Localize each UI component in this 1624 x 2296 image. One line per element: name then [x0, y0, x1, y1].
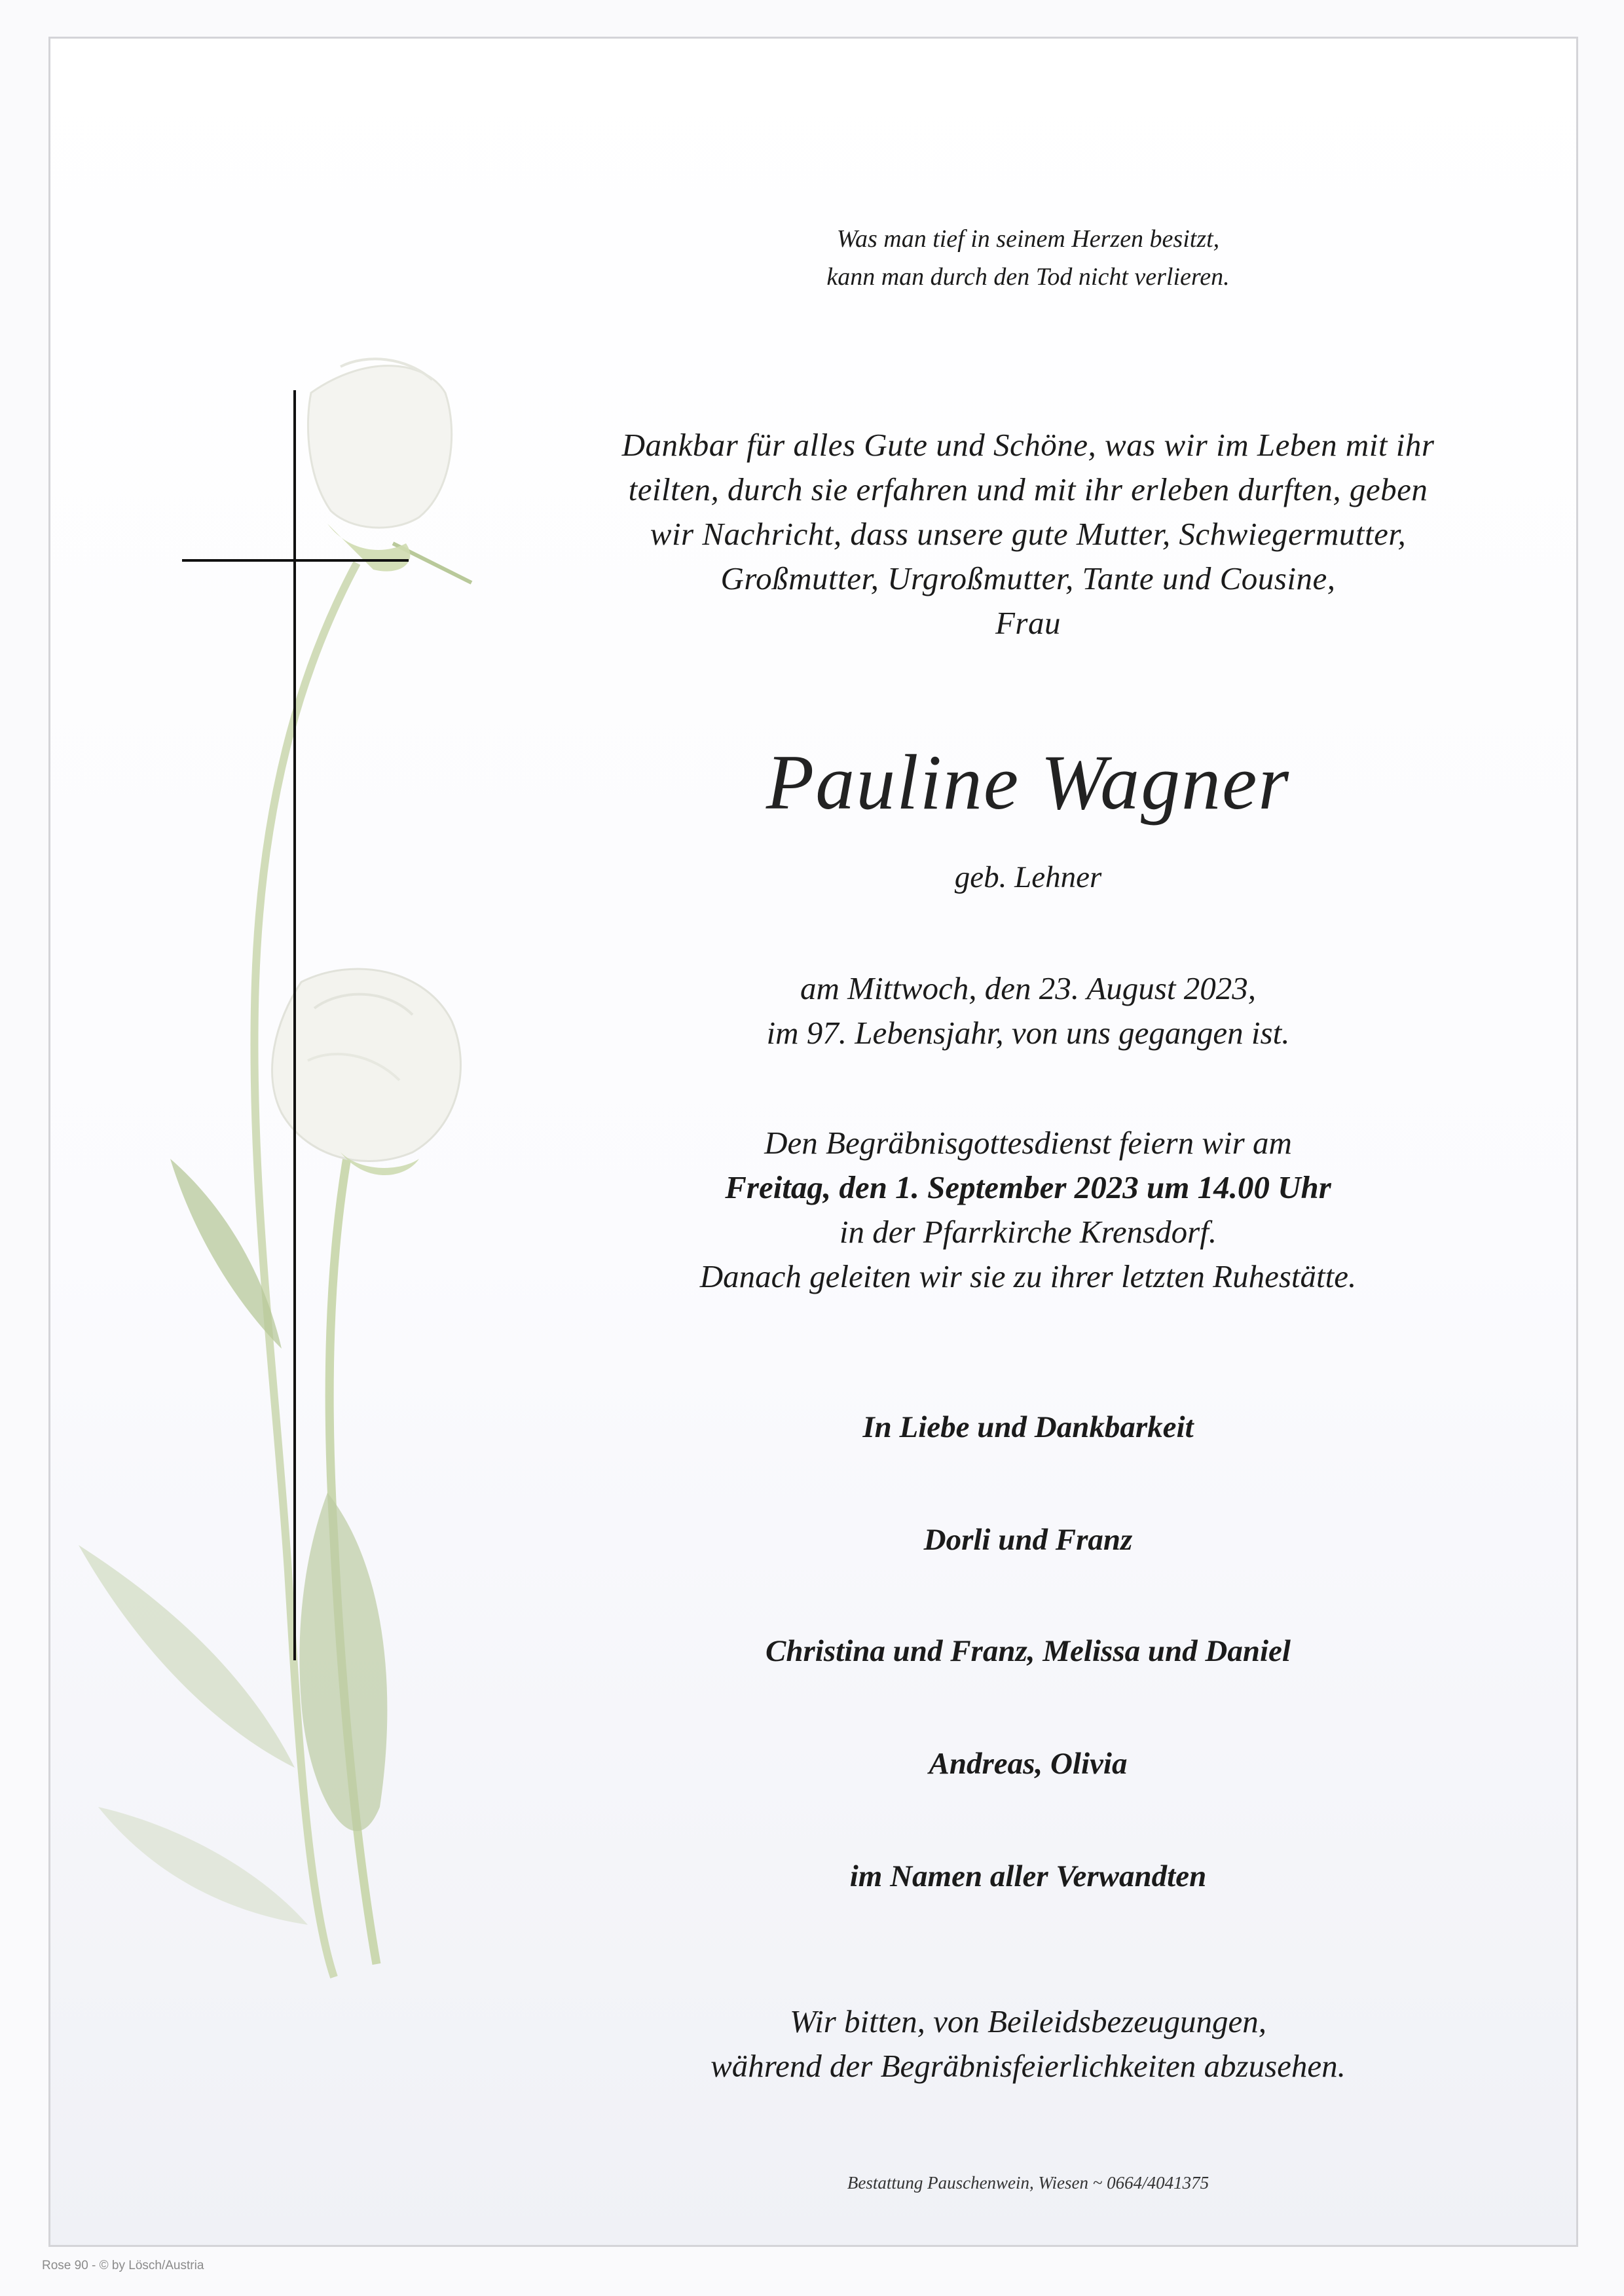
upper-rose-bud: [308, 359, 451, 571]
image-credit: Rose 90 - © by Lösch/Austria: [42, 2259, 204, 2272]
request-line: während der Begräbnisfeierlichkeiten abzusehen.: [710, 2048, 1346, 2084]
death-line: im 97. Lebensjahr, von uns gegangen ist.: [766, 1015, 1290, 1051]
intro-line: teilten, durch sie erfahren und mit ihr erleben durften, geben: [628, 471, 1428, 507]
family-line: Dorli und Franz: [923, 1523, 1133, 1557]
leaf-lower-large: [299, 1493, 387, 1831]
funeral-place: in der Pfarrkirche Krensdorf.: [839, 1214, 1217, 1250]
leaf-lower-left: [79, 1545, 295, 1768]
leaf-bottom-left: [98, 1807, 308, 1925]
family-line: Andreas, Olivia: [929, 1747, 1128, 1781]
death-line: am Mittwoch, den 23. August 2023,: [800, 970, 1256, 1006]
cross-vertical-bar: [293, 390, 296, 1660]
death-notice: [498, 966, 1559, 1055]
intro-line: Großmutter, Urgroßmutter, Tante und Cousine,: [720, 560, 1336, 596]
intro-text: [498, 423, 1559, 646]
request-line: Wir bitten, von Beileidsbezeugungen,: [789, 2003, 1267, 2039]
intro-line: wir Nachricht, dass unsere gute Mutter, Schwiegermutter,: [650, 516, 1407, 552]
family-line: Christina und Franz, Melissa und Daniel: [766, 1634, 1291, 1668]
funeral-intro: Den Begräbnisgottesdienst feiern wir am: [764, 1125, 1292, 1161]
closing-line: In Liebe und Dankbarkeit: [862, 1410, 1194, 1444]
family-line: im Namen aller Verwandten: [849, 1859, 1207, 1893]
motto-line: kann man durch den Tod nicht verlieren.: [826, 263, 1230, 291]
condolence-request: [498, 1999, 1559, 2088]
maiden-name: geb. Lehner: [954, 860, 1102, 894]
funeral-info: [498, 1121, 1559, 1299]
cross-horizontal-bar: [182, 559, 409, 562]
intro-line: Dankbar für alles Gute und Schöne, was wir im Leben mit ihr: [621, 427, 1435, 463]
intro-line: Frau: [995, 605, 1061, 641]
motto: [498, 220, 1559, 296]
motto-line: Was man tief in seinem Herzen besitzt,: [836, 225, 1220, 253]
deceased-name: Pauline Wagner: [766, 738, 1291, 826]
funeral-after: Danach geleiten wir sie zu ihrer letzten Ruhestätte.: [699, 1258, 1357, 1294]
funeral-date-time: Freitag, den 1. September 2023 um 14.00 Uhr: [725, 1169, 1331, 1205]
lower-rose-bloom: [272, 969, 461, 1175]
undertaker-info: Bestattung Pauschenwein, Wiesen ~ 0664/4041375: [847, 2173, 1209, 2193]
